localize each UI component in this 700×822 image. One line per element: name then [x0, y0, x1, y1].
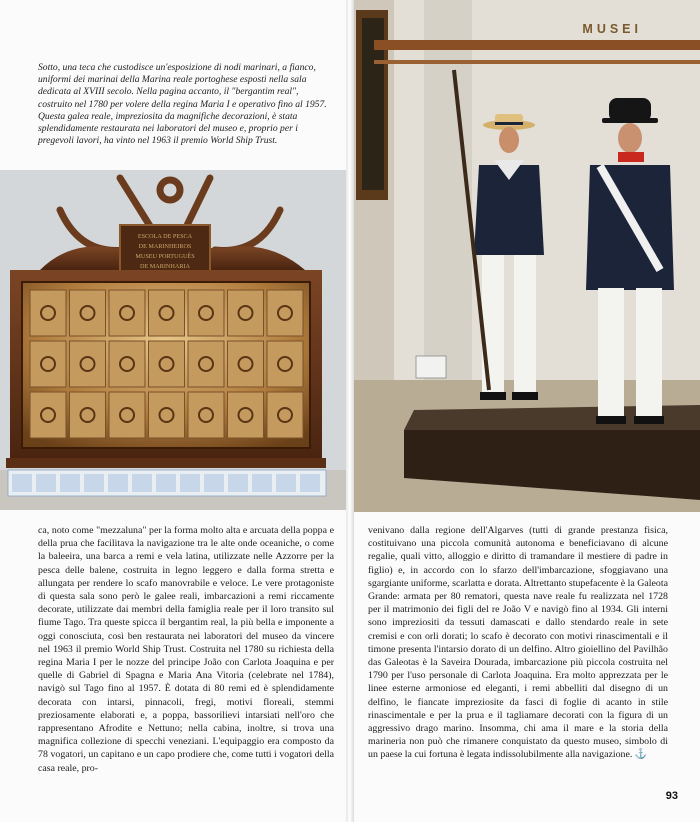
right-page [354, 0, 700, 822]
article-body-left: ca, noto come "mezzaluna" per la forma molto alta e arcuata della poppa e della prua che facilitava la navigazione tra le alte onde oceaniche, o come la baleeira, una barca a remi e vela latina, utilizzate nelle Azzorre per la pesca delle balene, costruita in legno leggero e dalla forma stretta e allungata per rendere lo scafo manovrabile e veloce. Le vere protagoniste di questa sala sono però le galee reali, imbarcazioni a remi riccamente decorate, utilizzate dai membri della famiglia reale per il loro transito sul fiume Tago. Tra queste spicca il bergantim real, la più bella e imponente a oggi conosciuta, così ben restaurata nei laboratori del museo da vincere nel 1963 il premio World Ship Trust. Costruita nel 1780 su richiesta della regina Maria I per le nozze del principe João con Carlota Joaquina e per quelle di Gabriel di Spagna e Maria Ana Vitoria (celebrate nel 1784), navigò sul Tago fino al 1957. È dotata di 80 remi ed è splendidamente decorata con intarsi, pinnacoli, fregi, motivi floreali, stemmi preziosamente elaborati e, a poppa, bassorilievi intarsiati nell'oro che rappresentano Afrodite e Nettuno; nella cabina, inoltre, si trova una magnifica collezione di specchi veneziani. L'equipaggio era composto da 78 vogatori, un capitano e un capo prodiere che, come tutti i vogatori della casa reale, pro- [38, 525, 334, 774]
plaque-line: DE MARINHARIA [139, 263, 191, 270]
plaque-line: MUSEU PORTUGUÊS [135, 253, 195, 260]
knot-panel [267, 290, 303, 336]
knots-display-case-photo [0, 170, 346, 510]
knot-panel [267, 392, 303, 438]
knot-panel [188, 290, 224, 336]
label-card [204, 474, 224, 492]
label-card [228, 474, 248, 492]
knot-panel [109, 392, 145, 438]
label-card [180, 474, 200, 492]
label-card [60, 474, 80, 492]
sailor-mannequins-illustration [354, 0, 700, 512]
knot-panel [70, 392, 106, 438]
label-card [156, 474, 176, 492]
knots-display-case-illustration [0, 170, 346, 510]
label-card [252, 474, 272, 492]
knot-panel [267, 341, 303, 387]
article-body-right: venivano dalla regione dell'Algarves (tutti di grande prestanza fisica, costituivano una piccola comunità autonoma e beneficiavano di alcune regalie, quali vitto, alloggio e diritto di tramandare il mestiere di padre in figlio) e, in accordo con lo sfarzo dell'imbarcazione, sfoggiavano una sgargiante uniforme, scarlatta e dorata. Altrettanto stupefacente è la Galeota Grande: armata per 80 rematori, questa nave reale fu realizzata nel 1728 per il matrimonio dei figli del re João V e navigò fino al 1934. Gli interni sono impreziositi da tessuti damascati e dallo stendardo reale in sete cremisi e con orli dorati; lo scafo è decorato con motivi rinascimentali e il timone presenta l'intarsio dorato di un delfino. Altro gioiellino del Pavilhão das Galeotas è la Saveira Dourada, imbarcazione più piccola costruita nel 1790 per l'uso personale di Carlota Joaquina. Era molto apprezzata per le linee esterne armoniose ed eleganti, i remi abbelliti dal disegno di un delfino, le fiancate impreziosite da fasci di foglie di acanto in stile rinascimentale e per la prua e il tagliamare decorati con la figura di un aggressivo drago marino. Insomma, chi ama il mare e la storia della marineria non può che rimanere conquistato da questo museo, simbolo di un paese la cui fortuna è legata indissolubilmente alla navigazione. ⚓ [368, 525, 668, 761]
knot-panel [70, 290, 106, 336]
knot-panel [149, 341, 185, 387]
knot-panel [109, 341, 145, 387]
knot-panel [149, 290, 185, 336]
knot-panel [188, 392, 224, 438]
plaque-line: ESCOLA DE PESCA [137, 233, 193, 240]
label-card [276, 474, 296, 492]
sailor-mannequins-photo [354, 0, 700, 512]
knot-panel [109, 290, 145, 336]
knot-panel [30, 341, 66, 387]
page-number: 93 [665, 790, 678, 802]
knot-panel [30, 290, 66, 336]
label-card [84, 474, 104, 492]
knot-panel [30, 392, 66, 438]
label-card [132, 474, 152, 492]
left-page [0, 0, 346, 822]
label-card [12, 474, 32, 492]
section-label: MUSEI [582, 22, 642, 36]
page-gutter [346, 0, 354, 822]
label-card [36, 474, 56, 492]
photo-caption: Sotto, una teca che custodisce un'esposizione di nodi marinari, a fianco, uniformi dei marinai della Marina reale portoghese esposti nella sala dedicata al XVIII secolo. Nella pagina accanto, il "bergantim real", costruito nel 1780 per volere della regina Maria I e operativo fino al 1957. Questa galea reale, impreziosita da magnifiche decorazioni, è stata splendidamente restaurata nei laboratori del museo e, proprio per i pregevoli lavori, ha vinto nel 1963 il premio World Ship Trust. [38, 62, 327, 147]
knot-panel [228, 290, 264, 336]
label-card [300, 474, 320, 492]
plaque-line: DE MARINHEIROS [138, 243, 192, 250]
knot-panel [228, 392, 264, 438]
knot-panel [149, 392, 185, 438]
knot-panel [70, 341, 106, 387]
label-card [108, 474, 128, 492]
knot-panel [188, 341, 224, 387]
knot-panel [228, 341, 264, 387]
